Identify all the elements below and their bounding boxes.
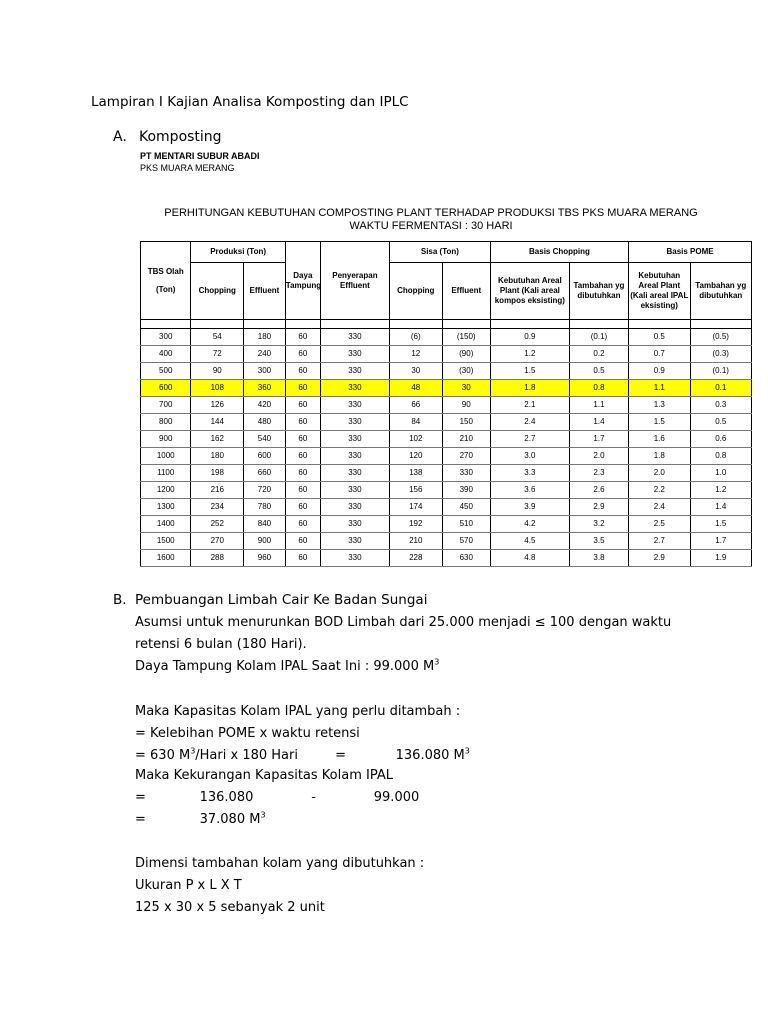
table-cell: 300	[244, 363, 286, 380]
header-basis-pome: Basis POME	[629, 242, 752, 263]
header-tbs-olah	[141, 242, 191, 320]
b-line-9-sup: 3	[260, 810, 266, 820]
table-header-row-2	[141, 263, 752, 320]
table-row	[141, 499, 752, 516]
table-cell: 1.9	[690, 550, 752, 567]
table-cell: 570	[442, 533, 490, 550]
table-cell: 540	[244, 431, 286, 448]
header-sisa-effluent: Effluent	[442, 263, 490, 320]
table-cell: 390	[442, 482, 490, 499]
table-cell: 1300	[141, 499, 191, 516]
table-cell: 3.3	[490, 465, 569, 482]
table-cell: 1.8	[490, 380, 569, 397]
table-cell: (150)	[442, 329, 490, 346]
table-cell: 60	[285, 482, 320, 499]
header-sisa: Sisa (Ton)	[389, 242, 490, 263]
table-cell: (0.1)	[690, 363, 752, 380]
table-cell: 174	[389, 499, 442, 516]
header-effluent: Effluent	[244, 263, 286, 320]
b-line-1: Asumsi untuk menurunkan BOD Limbah dari 25.000 menjadi ≤ 100 dengan waktu	[135, 615, 672, 630]
table-row	[141, 550, 752, 567]
b-line-3-sup: 3	[434, 657, 440, 667]
table-cell: 270	[442, 448, 490, 465]
table-cell: 252	[191, 516, 244, 533]
table-cell: 0.6	[690, 431, 752, 448]
table-cell: (0.5)	[690, 329, 752, 346]
table-cell: 60	[285, 550, 320, 567]
table-cell: 1500	[141, 533, 191, 550]
table-cell: 330	[320, 329, 389, 346]
table-cell: 1000	[141, 448, 191, 465]
table-cell: 4.8	[490, 550, 569, 567]
table-cell: 1400	[141, 516, 191, 533]
table-cell: 4.5	[490, 533, 569, 550]
table-cell: (6)	[389, 329, 442, 346]
table-cell: 156	[389, 482, 442, 499]
table-cell: 2.1	[490, 397, 569, 414]
table-cell: (90)	[442, 346, 490, 363]
header-daya-tampung: Daya Tampung	[285, 242, 320, 320]
table-cell: 720	[244, 482, 286, 499]
table-cell: 2.2	[629, 482, 690, 499]
table-header-row-1	[141, 242, 752, 263]
table-cell: 660	[244, 465, 286, 482]
table-cell: 2.4	[629, 499, 690, 516]
document-title: Lampiran I Kajian Analisa Komposting dan IPLC	[91, 94, 409, 110]
table-cell: 500	[141, 363, 191, 380]
table-cell: 1.5	[690, 516, 752, 533]
table-cell: 1.4	[569, 414, 628, 431]
table-cell: 330	[320, 397, 389, 414]
table-cell: 240	[244, 346, 286, 363]
table-cell: 60	[285, 397, 320, 414]
b-line-4: Maka Kapasitas Kolam IPAL yang perlu ditambah :	[135, 704, 461, 719]
table-cell: 66	[389, 397, 442, 414]
table-cell: 0.9	[629, 363, 690, 380]
table-cell: 270	[191, 533, 244, 550]
table-row	[141, 363, 752, 380]
table-cell: 330	[320, 414, 389, 431]
table-cell: 360	[244, 380, 286, 397]
table-cell: 60	[285, 448, 320, 465]
table-cell: 144	[191, 414, 244, 431]
table-cell: 2.9	[629, 550, 690, 567]
table-cell: 330	[320, 533, 389, 550]
table-row	[141, 346, 752, 363]
table-cell: 0.7	[629, 346, 690, 363]
table-row	[141, 482, 752, 499]
table-row	[141, 397, 752, 414]
table-cell: 60	[285, 533, 320, 550]
table-cell: 54	[191, 329, 244, 346]
table-cell: 3.9	[490, 499, 569, 516]
table-cell: 330	[320, 448, 389, 465]
table-cell: 2.7	[490, 431, 569, 448]
b-line-3	[135, 659, 439, 674]
table-cell: 234	[191, 499, 244, 516]
table-cell: 0.2	[569, 346, 628, 363]
table-row	[141, 431, 752, 448]
table-cell: 330	[442, 465, 490, 482]
table-cell: 330	[320, 380, 389, 397]
table-cell: 3.6	[490, 482, 569, 499]
header-basis-chopping: Basis Chopping	[490, 242, 628, 263]
table-cell: 0.5	[569, 363, 628, 380]
table-cell: 1.6	[629, 431, 690, 448]
table-cell: 192	[389, 516, 442, 533]
header-tbs-label: TBS Olah	[147, 266, 184, 276]
b-line-6	[135, 748, 470, 763]
table-cell: 330	[320, 363, 389, 380]
table-cell: 780	[244, 499, 286, 516]
table-cell: 60	[285, 431, 320, 448]
table-cell: (0.3)	[690, 346, 752, 363]
table-cell: 1.5	[629, 414, 690, 431]
table-cell: 180	[191, 448, 244, 465]
section-a-label: A.	[113, 129, 127, 145]
b-line-7: Maka Kekurangan Kapasitas Kolam IPAL	[135, 768, 393, 783]
table-cell: 198	[191, 465, 244, 482]
table-cell: 102	[389, 431, 442, 448]
table-cell: 330	[320, 431, 389, 448]
table-cell: 1.0	[690, 465, 752, 482]
section-a-heading	[113, 129, 222, 145]
table-row	[141, 414, 752, 431]
table-cell: 1200	[141, 482, 191, 499]
table-row	[141, 465, 752, 482]
table-cell: 1.1	[629, 380, 690, 397]
table-cell: 60	[285, 363, 320, 380]
b-line-6-sup-a: 3	[190, 746, 196, 756]
table-cell: 60	[285, 465, 320, 482]
table-title-line-1: PERHITUNGAN KEBUTUHAN COMPOSTING PLANT TERHADAP PRODUKSI TBS PKS MUARA MERANG	[164, 207, 698, 219]
table-cell: 330	[320, 516, 389, 533]
table-cell: 0.9	[490, 329, 569, 346]
table-cell: 630	[442, 550, 490, 567]
table-cell: 800	[141, 414, 191, 431]
table-cell: 84	[389, 414, 442, 431]
table-cell: 1.2	[490, 346, 569, 363]
b-line-6-text-a: = 630 M	[135, 748, 191, 763]
table-cell: 138	[389, 465, 442, 482]
b-line-2: retensi 6 bulan (180 Hari).	[135, 637, 307, 652]
table-cell: (0.1)	[569, 329, 628, 346]
table-cell: 60	[285, 499, 320, 516]
table-cell: 1.7	[690, 533, 752, 550]
table-cell: 330	[320, 499, 389, 516]
header-tambahan-chopping: Tambahan yg dibutuhkan	[569, 263, 628, 320]
table-cell: 0.5	[690, 414, 752, 431]
b-line-11: Ukuran P x L X T	[135, 878, 242, 893]
table-cell: 510	[442, 516, 490, 533]
table-cell: 600	[244, 448, 286, 465]
table-cell: 288	[191, 550, 244, 567]
b-line-5: = Kelebihan POME x waktu retensi	[135, 726, 360, 741]
table-cell: 180	[244, 329, 286, 346]
table-cell: 30	[442, 380, 490, 397]
table-cell: 0.5	[629, 329, 690, 346]
header-sisa-chopping: Chopping	[389, 263, 442, 320]
table-cell: 1.8	[629, 448, 690, 465]
table-cell: 330	[320, 550, 389, 567]
b-line-6-text-b: /Hari x 180 Hari = 136.080 M	[195, 748, 465, 763]
header-tambahan-pome: Tambahan yg dibutuhkan	[690, 263, 752, 320]
table-cell: 2.0	[569, 448, 628, 465]
table-cell: 108	[191, 380, 244, 397]
table-cell: 900	[244, 533, 286, 550]
table-cell: 960	[244, 550, 286, 567]
composting-table	[140, 241, 752, 567]
section-b-heading	[113, 592, 427, 608]
table-cell: 60	[285, 414, 320, 431]
table-cell: 4.2	[490, 516, 569, 533]
table-cell: 3.8	[569, 550, 628, 567]
table-cell: 3.2	[569, 516, 628, 533]
table-cell: 300	[141, 329, 191, 346]
table-cell: 450	[442, 499, 490, 516]
table-cell: 1.3	[629, 397, 690, 414]
table-cell: 700	[141, 397, 191, 414]
company-name: PT MENTARI SUBUR ABADI	[140, 151, 260, 161]
table-spacer-row	[141, 320, 752, 329]
table-cell: 2.0	[629, 465, 690, 482]
header-produksi: Produksi (Ton)	[191, 242, 285, 263]
table-cell: 330	[320, 465, 389, 482]
table-row	[141, 448, 752, 465]
table-title-line-2: WAKTU FERMENTASI : 30 HARI	[349, 220, 513, 232]
table-cell: 120	[389, 448, 442, 465]
table-cell: 3.0	[490, 448, 569, 465]
header-kebutuhan-areal-pome: Kebutuhan Areal Plant (Kali areal IPAL eksisting)	[629, 263, 690, 320]
table-cell: 90	[191, 363, 244, 380]
table-cell: 216	[191, 482, 244, 499]
table-cell: 1600	[141, 550, 191, 567]
table-cell: 1.5	[490, 363, 569, 380]
table-cell: 2.7	[629, 533, 690, 550]
table-cell: 0.3	[690, 397, 752, 414]
table-cell: 3.5	[569, 533, 628, 550]
b-line-8: = 136.080 - 99.000	[135, 790, 420, 805]
header-tbs-unit: (Ton)	[156, 284, 176, 294]
table-cell: 400	[141, 346, 191, 363]
table-cell: 60	[285, 346, 320, 363]
b-line-12: 125 x 30 x 5 sebanyak 2 unit	[135, 900, 325, 915]
table-cell: 2.6	[569, 482, 628, 499]
table-cell: 60	[285, 380, 320, 397]
table-cell: 30	[389, 363, 442, 380]
table-cell: 0.1	[690, 380, 752, 397]
table-cell: 900	[141, 431, 191, 448]
header-penyerapan: Penyerapan Effluent	[320, 242, 389, 320]
table-cell: 2.4	[490, 414, 569, 431]
table-cell: 60	[285, 516, 320, 533]
table-cell: 1100	[141, 465, 191, 482]
table-cell: 228	[389, 550, 442, 567]
mill-name: PKS MUARA MERANG	[140, 163, 235, 173]
section-a-title: Komposting	[139, 129, 222, 145]
table-cell: 480	[244, 414, 286, 431]
table-cell: 72	[191, 346, 244, 363]
table-cell: 600	[141, 380, 191, 397]
table-cell: 0.8	[569, 380, 628, 397]
table-cell: 210	[442, 431, 490, 448]
table-body	[141, 329, 752, 567]
table-cell: 2.9	[569, 499, 628, 516]
table-cell: 1.7	[569, 431, 628, 448]
table-cell: 840	[244, 516, 286, 533]
table-cell: 2.3	[569, 465, 628, 482]
table-cell: 330	[320, 346, 389, 363]
b-line-6-sup-b: 3	[464, 746, 470, 756]
table-cell: 0.8	[690, 448, 752, 465]
table-cell: 150	[442, 414, 490, 431]
header-chopping: Chopping	[191, 263, 244, 320]
b-line-3-text: Daya Tampung Kolam IPAL Saat Ini : 99.000 M	[135, 659, 435, 674]
table-cell: 210	[389, 533, 442, 550]
b-line-9	[135, 812, 266, 827]
table-cell: 126	[191, 397, 244, 414]
table-cell: 48	[389, 380, 442, 397]
table-row	[141, 380, 752, 397]
table-cell: 12	[389, 346, 442, 363]
section-b-title: Pembuangan Limbah Cair Ke Badan Sungai	[135, 592, 428, 608]
table-cell: 420	[244, 397, 286, 414]
table-cell: 1.4	[690, 499, 752, 516]
table-cell: 2.5	[629, 516, 690, 533]
header-kebutuhan-areal: Kebutuhan Areal Plant (Kali areal kompos eksisting)	[490, 263, 569, 320]
table-row	[141, 516, 752, 533]
table-cell: 162	[191, 431, 244, 448]
b-line-9-text: = 37.080 M	[135, 812, 261, 827]
section-b-label: B.	[113, 592, 127, 608]
table-cell: 90	[442, 397, 490, 414]
table-row	[141, 329, 752, 346]
b-line-10: Dimensi tambahan kolam yang dibutuhkan :	[135, 856, 425, 871]
table-cell: 330	[320, 482, 389, 499]
table-row	[141, 533, 752, 550]
table-cell: (30)	[442, 363, 490, 380]
table-cell: 60	[285, 329, 320, 346]
table-cell: 1.1	[569, 397, 628, 414]
table-cell: 1.2	[690, 482, 752, 499]
